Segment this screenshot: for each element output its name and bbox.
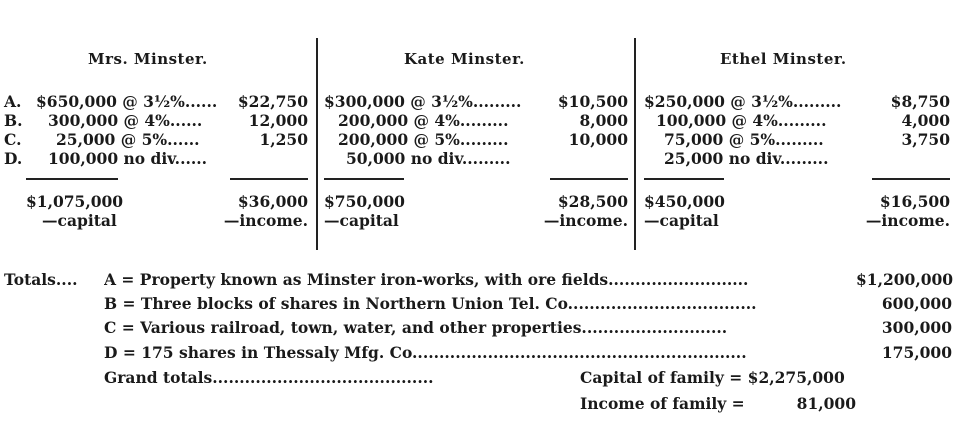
ethel-row-a: $250,000 @ 3½%......... [644, 92, 842, 111]
capital-of-family: Capital of family = $2,275,000 [580, 368, 845, 387]
row-label: C. [4, 130, 22, 149]
ethel-row-d: 25,000 no div......... [664, 149, 829, 168]
mrs-capital-rule [26, 178, 118, 180]
kate-capital-value: $750,000 [324, 192, 405, 211]
ethel-income-label: —income. [865, 211, 950, 230]
totals-line-b-value: 600,000 [881, 294, 952, 313]
totals-line-d-value: 175,000 [881, 343, 952, 362]
mrs-capital-value: $1,075,000 [26, 192, 124, 211]
ethel-row-b-income: 4,000 [901, 111, 950, 130]
mrs-income-label: —income. [223, 211, 308, 230]
column-divider [634, 38, 636, 250]
mrs-income-value: $36,000 [237, 192, 308, 211]
totals-line-c: C = Various railroad, town, water, and other properties........................... [104, 318, 728, 337]
kate-capital-label: —capital [324, 211, 399, 230]
column-divider [316, 38, 318, 250]
income-of-family-value: 81,000 [796, 394, 856, 413]
kate-capital-rule [324, 178, 404, 180]
mrs-row-d: 100,000 no div...... [48, 149, 208, 168]
totals-line-c-value: 300,000 [881, 318, 952, 337]
kate-income-label: —income. [543, 211, 628, 230]
mrs-row-b-income: 12,000 [248, 111, 308, 130]
ethel-row-b: 100,000 @ 4%......... [656, 111, 827, 130]
ethel-capital-label: —capital [644, 211, 719, 230]
kate-income-rule [550, 178, 628, 180]
header-ethel-minster: Ethel Minster. [720, 50, 847, 68]
ethel-capital-rule [644, 178, 724, 180]
mrs-row-a-income: $22,750 [237, 92, 308, 111]
totals-line-d: D = 175 shares in Thessaly Mfg. Co.............................................................. [104, 343, 747, 362]
mrs-row-c-income: 1,250 [259, 130, 308, 149]
row-label: D. [4, 149, 23, 168]
ethel-row-a-income: $8,750 [890, 92, 950, 111]
kate-row-b-income: 8,000 [579, 111, 628, 130]
income-of-family-label: Income of family = [580, 394, 745, 413]
totals-prefix: Totals.... [4, 270, 78, 289]
kate-row-b: 200,000 @ 4%......... [338, 111, 509, 130]
kate-income-value: $28,500 [557, 192, 628, 211]
row-label: A. [4, 92, 22, 111]
kate-row-c: 200,000 @ 5%......... [338, 130, 509, 149]
totals-line-a-value: $1,200,000 [856, 270, 954, 289]
ethel-capital-value: $450,000 [644, 192, 725, 211]
grand-totals-label: Grand totals......................................... [104, 368, 434, 387]
kate-row-a: $300,000 @ 3½%......... [324, 92, 522, 111]
mrs-row-b: 300,000 @ 4%...... [48, 111, 203, 130]
mrs-row-c: 25,000 @ 5%...... [56, 130, 200, 149]
mrs-income-rule [230, 178, 308, 180]
ethel-row-c-income: 3,750 [901, 130, 950, 149]
kate-row-d: 50,000 no div......... [346, 149, 511, 168]
row-label: B. [4, 111, 23, 130]
totals-line-b: B = Three blocks of shares in Northern Union Tel. Co................................... [104, 294, 757, 313]
ethel-row-c: 75,000 @ 5%......... [664, 130, 824, 149]
kate-row-a-income: $10,500 [557, 92, 628, 111]
ethel-income-value: $16,500 [879, 192, 950, 211]
header-kate-minster: Kate Minster. [404, 50, 525, 68]
ethel-income-rule [872, 178, 950, 180]
kate-row-c-income: 10,000 [568, 130, 628, 149]
mrs-capital-label: —capital [42, 211, 117, 230]
mrs-row-a: $650,000 @ 3½%...... [36, 92, 218, 111]
header-mrs-minster: Mrs. Minster. [88, 50, 208, 68]
totals-line-a: A = Property known as Minster iron-works, with ore fields.......................... [104, 270, 749, 289]
